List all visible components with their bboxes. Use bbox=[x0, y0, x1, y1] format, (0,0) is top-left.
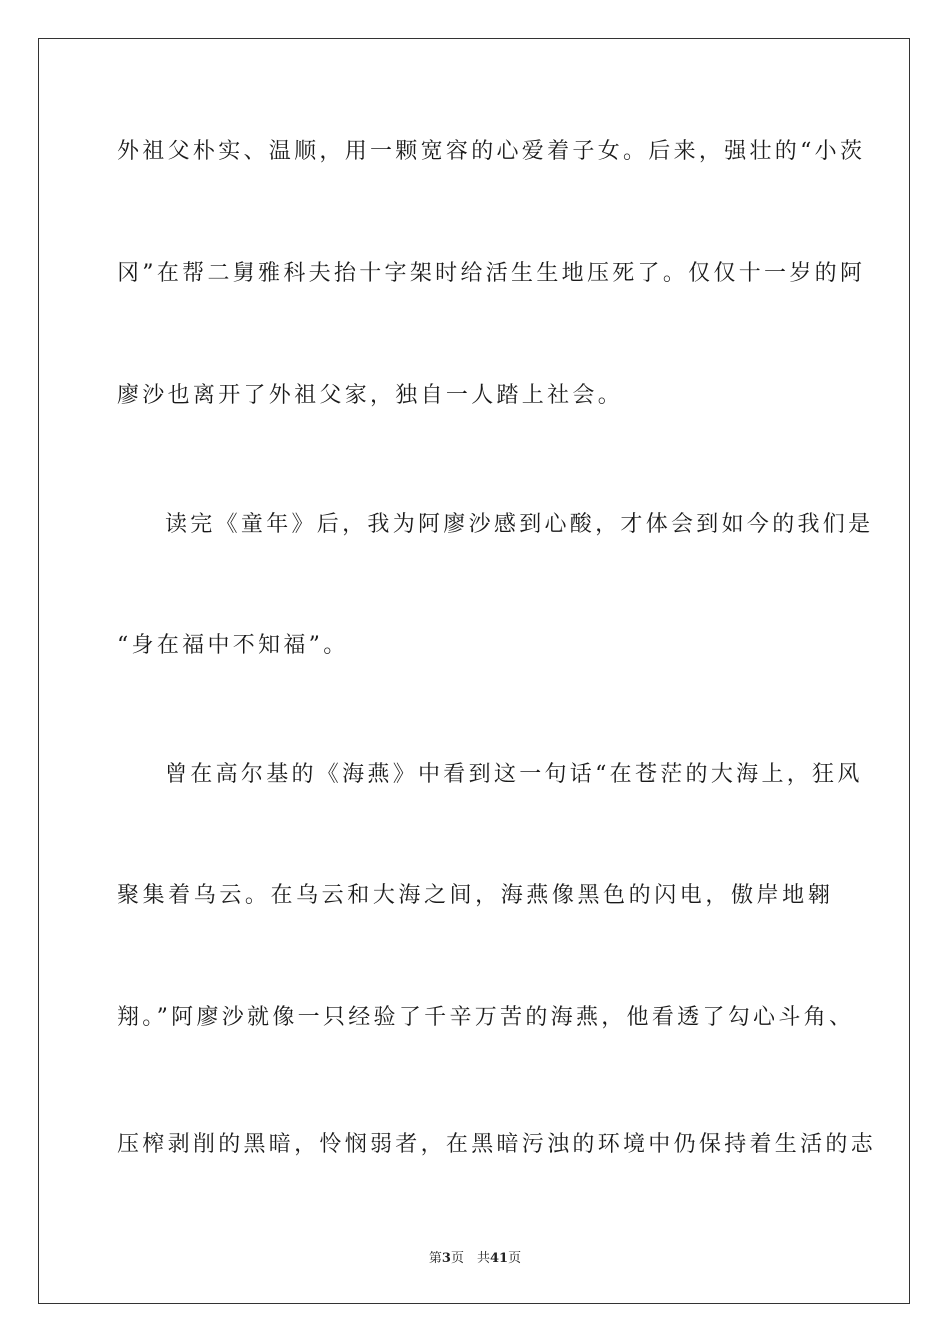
text-line-4: 读完《童年》后，我为阿廖沙感到心酸，才体会到如今的我们是 bbox=[165, 512, 874, 537]
text-line-1: 外祖父朴实、温顺，用一颗宽容的心爱着子女。后来，强壮的“小茨 bbox=[117, 139, 866, 164]
page-footer bbox=[0, 1247, 950, 1266]
footer-middle: 页 共 bbox=[450, 1251, 490, 1266]
text-line-8: 翔。”阿廖沙就像一只经验了千辛万苦的海燕，他看透了勾心斗角、 bbox=[117, 1005, 855, 1030]
footer-total-pages: 41 bbox=[489, 1251, 509, 1266]
text-line-6: 曾在高尔基的《海燕》中看到这一句话“在苍茫的大海上，狂风 bbox=[165, 762, 863, 787]
text-line-7: 聚集着乌云。在乌云和大海之间，海燕像黑色的闪电，傲岸地翱 bbox=[117, 883, 833, 908]
text-line-9: 压榨剥削的黑暗，怜悯弱者，在黑暗污浊的环境中仍保持着生活的志 bbox=[117, 1132, 877, 1157]
text-line-5: “身在福中不知福”。 bbox=[117, 633, 349, 658]
footer-prefix: 第 bbox=[428, 1251, 442, 1266]
text-line-2: 冈”在帮二舅雅科夫抬十字架时给活生生地压死了。仅仅十一岁的阿 bbox=[117, 261, 866, 286]
page-border bbox=[38, 38, 910, 1304]
text-line-3: 廖沙也离开了外祖父家，独自一人踏上社会。 bbox=[117, 383, 624, 408]
footer-page-number: 3 bbox=[441, 1251, 451, 1266]
footer-suffix: 页 bbox=[508, 1251, 522, 1266]
